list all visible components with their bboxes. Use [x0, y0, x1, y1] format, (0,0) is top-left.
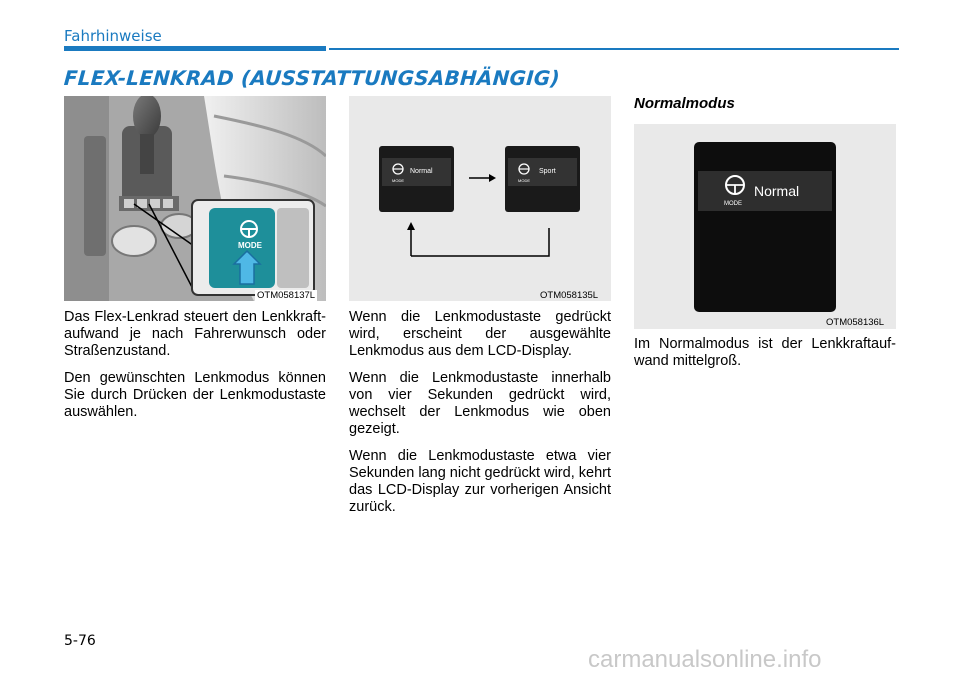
subheading: Normalmodus [634, 95, 735, 112]
page-number: 5-76 [64, 633, 96, 649]
paragraph: Das Flex-Lenkrad steuert den Lenkkraft-aufwand je nach Fahrerwunsch oder Straßenzustand. [64, 309, 326, 359]
figure-caption: OTM058136L [826, 317, 885, 328]
paragraph: Wenn die Lenkmodustaste etwa vier Sekunden lang nicht gedrückt wird, kehrt das LCD-Display zur vorherigen Ansicht zurück. [349, 448, 611, 515]
right-screen-label: Sport [539, 168, 556, 175]
console-illustration [64, 96, 326, 301]
display-mode: MODE [724, 201, 742, 207]
header-rule-thick [64, 46, 326, 51]
mode-switch-illustration [349, 96, 611, 301]
watermark: carmanualsonline.info [588, 646, 822, 673]
text-column-1 [64, 309, 326, 431]
normal-display-illustration [634, 124, 896, 329]
paragraph: Wenn die Lenkmodustaste innerhalb von vier Sekunden gedrückt wird, wechselt der Lenkmodus wie oben gezeigt. [349, 370, 611, 437]
page-heading: FLEX-LENKRAD (AUSSTATTUNGSABHÄNGIG) [63, 66, 561, 90]
paragraph: Im Normalmodus ist der Lenkkraftauf-wand mittelgroß. [634, 336, 896, 369]
figure-console [64, 96, 326, 301]
section-label: Fahrhinweise [64, 27, 162, 45]
figure-caption: OTM058137L [257, 290, 316, 301]
paragraph: Den gewünschten Lenkmodus können Sie durch Drücken der Lenkmodustaste auswählen. [64, 370, 326, 420]
figure-normal-display [634, 124, 896, 329]
left-screen-label: Normal [410, 168, 433, 175]
header-rule-thin [329, 48, 899, 50]
paragraph: Wenn die Lenkmodustaste gedrückt wird, erscheint der ausgewählte Lenkmodus aus dem LCD-Display. [349, 309, 611, 359]
right-screen-mode: MODE [518, 178, 530, 183]
figure-caption: OTM058135L [540, 290, 599, 301]
text-column-3 [634, 336, 896, 380]
figure-mode-switch [349, 96, 611, 301]
mode-button-label: MODE [238, 241, 262, 250]
display-label: Normal [754, 183, 800, 199]
left-screen-mode: MODE [392, 178, 404, 183]
text-column-2 [349, 309, 611, 526]
